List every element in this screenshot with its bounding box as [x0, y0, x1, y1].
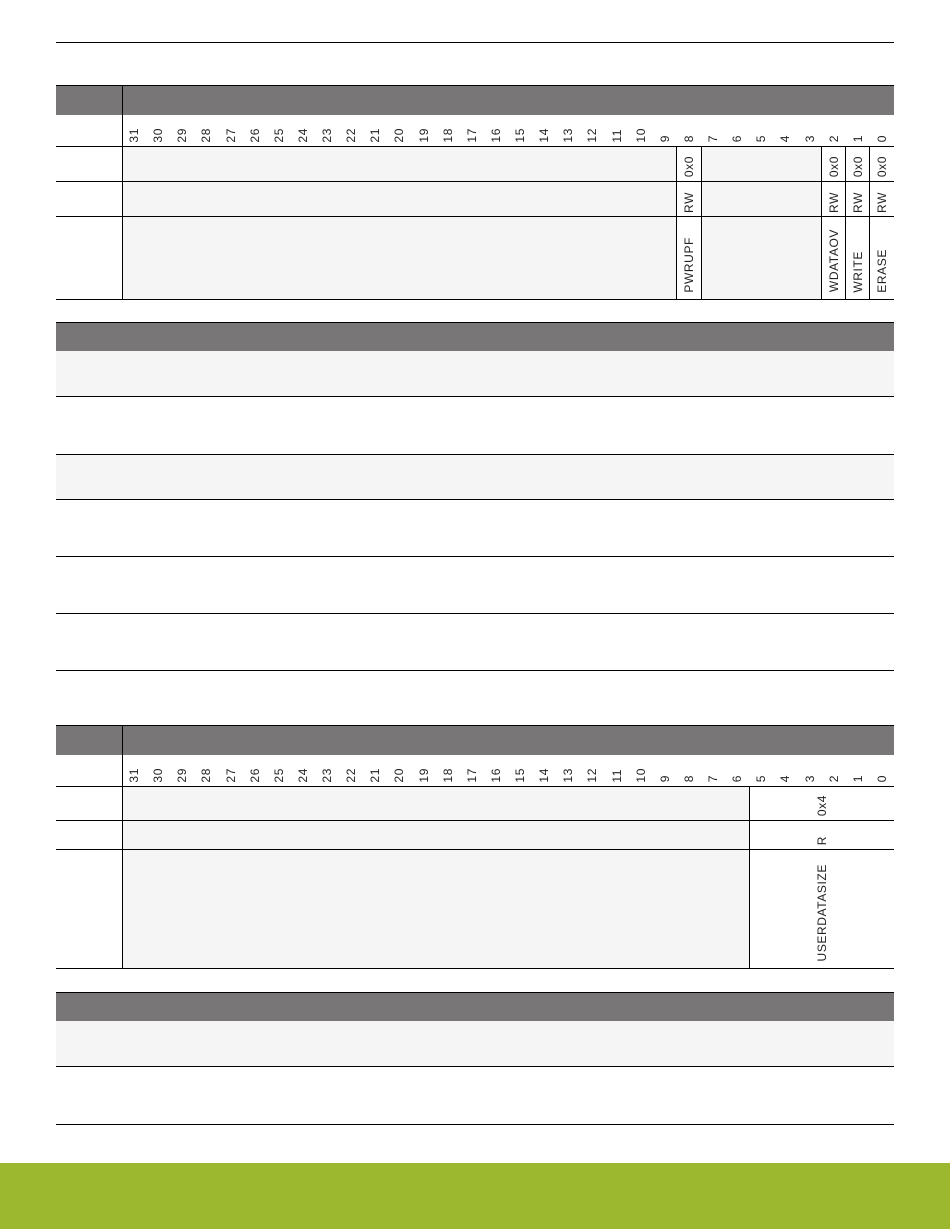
write-name: WRITE	[850, 250, 865, 293]
bit-number-cell	[653, 755, 677, 786]
description-row	[56, 1067, 894, 1125]
access-row	[56, 820, 894, 849]
reserved-span	[122, 849, 749, 968]
bit-number-cell	[846, 115, 870, 146]
bit-number-cell	[194, 115, 218, 146]
bit-number: 22	[344, 767, 359, 783]
bit-number-cell	[508, 115, 532, 146]
bit-number: 5	[754, 775, 769, 783]
bit-number-cell	[291, 755, 315, 786]
description-row	[56, 614, 894, 671]
bit-number-cell	[701, 755, 725, 786]
bit-number: 18	[440, 767, 455, 783]
bit-number: 24	[295, 767, 310, 783]
bit-number: 14	[537, 127, 552, 143]
bit-number-cell	[363, 755, 387, 786]
bit-number-cell	[725, 755, 749, 786]
page-top-rule	[56, 42, 894, 43]
bit-number-cell	[460, 115, 484, 146]
bit-number-cell	[677, 755, 701, 786]
wdataov-reset: 0x0	[826, 156, 841, 178]
bit-number: 31	[127, 127, 142, 143]
bit-number: 19	[416, 767, 431, 783]
bit-number: 6	[730, 775, 745, 783]
bit-number: 28	[199, 767, 214, 783]
bit-number: 25	[271, 767, 286, 783]
reserved-span	[122, 146, 677, 181]
bit-number-cell	[387, 115, 411, 146]
bit-number: 21	[368, 127, 383, 143]
bit-number-cell	[653, 115, 677, 146]
wdataov-access: RW	[826, 191, 841, 213]
bit-number: 13	[561, 127, 576, 143]
description-row	[56, 351, 894, 397]
bit-number: 16	[488, 127, 503, 143]
bit-number-cell	[339, 115, 363, 146]
bit-number-cell	[677, 115, 701, 146]
reserved-span	[122, 216, 677, 299]
bit-number: 22	[344, 127, 359, 143]
reserved-span	[122, 820, 749, 849]
register-table-header	[56, 726, 894, 756]
bit-number: 17	[464, 127, 479, 143]
bit-number-cell	[532, 755, 556, 786]
bit-number: 5	[754, 135, 769, 143]
bit-number-cell	[436, 115, 460, 146]
reserved-span	[701, 146, 822, 181]
reserved-span	[122, 786, 749, 820]
bit-number: 1	[850, 775, 865, 783]
userdatasize-reset: 0x4	[814, 795, 829, 817]
bit-number-cell	[605, 755, 629, 786]
bit-number-cell	[122, 115, 146, 146]
bit-number: 29	[175, 127, 190, 143]
bit-number-cell	[870, 115, 894, 146]
bit-number: 0	[874, 775, 889, 783]
bit-number: 6	[730, 135, 745, 143]
bit-number-cell	[798, 115, 822, 146]
bit-number-cell	[315, 115, 339, 146]
bit-number: 7	[706, 135, 721, 143]
reserved-span	[122, 181, 677, 216]
bit-number: 1	[850, 135, 865, 143]
description-row	[56, 1021, 894, 1067]
bit-number-cell	[580, 115, 604, 146]
name-row	[56, 216, 894, 299]
register-table-header	[56, 86, 894, 116]
bit-number-cell	[243, 115, 267, 146]
bit-number-cell	[291, 115, 315, 146]
description-row	[56, 397, 894, 455]
bit-number: 12	[585, 767, 600, 783]
bit-number: 11	[609, 128, 624, 143]
bit-number-row	[56, 755, 894, 786]
bit-number-cell	[508, 755, 532, 786]
bit-number-cell	[749, 115, 773, 146]
userdatasize-name: USERDATASIZE	[814, 864, 829, 962]
bit-number-cell	[749, 755, 773, 786]
bit-number-cell	[556, 755, 580, 786]
bit-number-cell	[822, 115, 846, 146]
access-row	[56, 181, 894, 216]
bit-number: 24	[295, 127, 310, 143]
bit-number: 19	[416, 127, 431, 143]
description-table-header	[56, 992, 894, 1021]
bit-number-cell	[822, 755, 846, 786]
bit-number: 20	[392, 127, 407, 143]
write-access: RW	[850, 191, 865, 213]
erase-access: RW	[875, 191, 890, 213]
bit-number-cell	[387, 755, 411, 786]
bit-number: 10	[633, 767, 648, 783]
bit-number: 7	[706, 775, 721, 783]
description-row	[56, 455, 894, 500]
bit-number-cell	[339, 755, 363, 786]
bit-number: 2	[826, 775, 841, 783]
bit-number-cell	[146, 115, 170, 146]
reserved-span	[701, 216, 822, 299]
bit-number: 8	[681, 135, 696, 143]
bit-number-cell	[194, 755, 218, 786]
bit-number: 27	[223, 767, 238, 783]
description-row	[56, 557, 894, 614]
bit-number-cell	[605, 115, 629, 146]
bit-number-cell	[267, 115, 291, 146]
bit-number-cell	[460, 755, 484, 786]
erase-name: ERASE	[875, 248, 890, 293]
bit-number-cell	[243, 755, 267, 786]
bit-number: 9	[657, 135, 672, 143]
bit-number: 29	[175, 767, 190, 783]
bit-number-cell	[629, 115, 653, 146]
footer-band	[0, 1163, 950, 1229]
bit-number: 0	[874, 135, 889, 143]
bit-number-cell	[701, 115, 725, 146]
bit-number: 3	[802, 135, 817, 143]
bit-number-cell	[412, 115, 436, 146]
register-bit-table-2	[56, 725, 894, 969]
bit-number: 10	[633, 127, 648, 143]
bit-number-cell	[870, 755, 894, 786]
bit-number: 13	[561, 767, 576, 783]
bit-number-cell	[122, 755, 146, 786]
bit-number-cell	[846, 755, 870, 786]
bit-number: 17	[464, 767, 479, 783]
bit-number: 16	[488, 767, 503, 783]
bit-number: 25	[271, 127, 286, 143]
bit-number: 8	[681, 775, 696, 783]
bit-number-cell	[363, 115, 387, 146]
bit-number-cell	[146, 755, 170, 786]
bit-number-cell	[532, 115, 556, 146]
bit-number: 23	[320, 767, 335, 783]
reserved-span	[701, 181, 822, 216]
bit-number: 26	[247, 127, 262, 143]
bit-number-cell	[798, 755, 822, 786]
bit-number-cell	[725, 115, 749, 146]
bit-number-row	[56, 115, 894, 146]
bit-number: 9	[657, 775, 672, 783]
bit-number-cell	[484, 755, 508, 786]
erase-reset: 0x0	[875, 156, 890, 178]
pwrupf-access: RW	[681, 191, 696, 213]
bit-number: 3	[802, 775, 817, 783]
bit-number-cell	[436, 755, 460, 786]
bit-number-cell	[170, 115, 194, 146]
bit-number: 21	[368, 767, 383, 783]
bit-number-cell	[219, 755, 243, 786]
bit-number: 15	[513, 767, 528, 783]
bit-number: 4	[778, 775, 793, 783]
description-row	[56, 500, 894, 557]
bit-number-cell	[580, 755, 604, 786]
reset-row	[56, 146, 894, 181]
name-row	[56, 849, 894, 968]
bit-number-cell	[267, 755, 291, 786]
bit-number: 18	[440, 127, 455, 143]
pwrupf-name: PWRUPF	[681, 236, 696, 293]
bit-number: 31	[127, 767, 142, 783]
bit-number: 28	[199, 127, 214, 143]
bit-number: 2	[826, 135, 841, 143]
bit-number: 12	[585, 127, 600, 143]
bit-number: 27	[223, 127, 238, 143]
bit-number-cell	[170, 755, 194, 786]
bit-number-cell	[484, 115, 508, 146]
bit-number-cell	[629, 755, 653, 786]
bit-number: 30	[151, 127, 166, 143]
wdataov-name: WDATAOV	[826, 229, 841, 293]
field-description-table-2	[56, 992, 894, 1125]
bit-number-cell	[219, 115, 243, 146]
bit-number: 20	[392, 767, 407, 783]
bit-number-cell	[412, 755, 436, 786]
bit-number-cell	[556, 115, 580, 146]
write-reset: 0x0	[850, 156, 865, 178]
bit-number: 14	[537, 767, 552, 783]
bit-number: 4	[778, 135, 793, 143]
bit-number: 15	[513, 127, 528, 143]
reset-row	[56, 786, 894, 820]
userdatasize-access: R	[814, 836, 829, 846]
bit-number-cell	[773, 115, 797, 146]
description-table-header	[56, 322, 894, 351]
field-description-table-1	[56, 322, 894, 671]
bit-number: 23	[320, 127, 335, 143]
pwrupf-reset: 0x0	[681, 156, 696, 178]
bit-number-cell	[773, 755, 797, 786]
bit-number: 11	[609, 768, 624, 783]
register-bit-table-1	[56, 85, 894, 300]
bit-number-cell	[315, 755, 339, 786]
bit-number: 26	[247, 767, 262, 783]
bit-number: 30	[151, 767, 166, 783]
